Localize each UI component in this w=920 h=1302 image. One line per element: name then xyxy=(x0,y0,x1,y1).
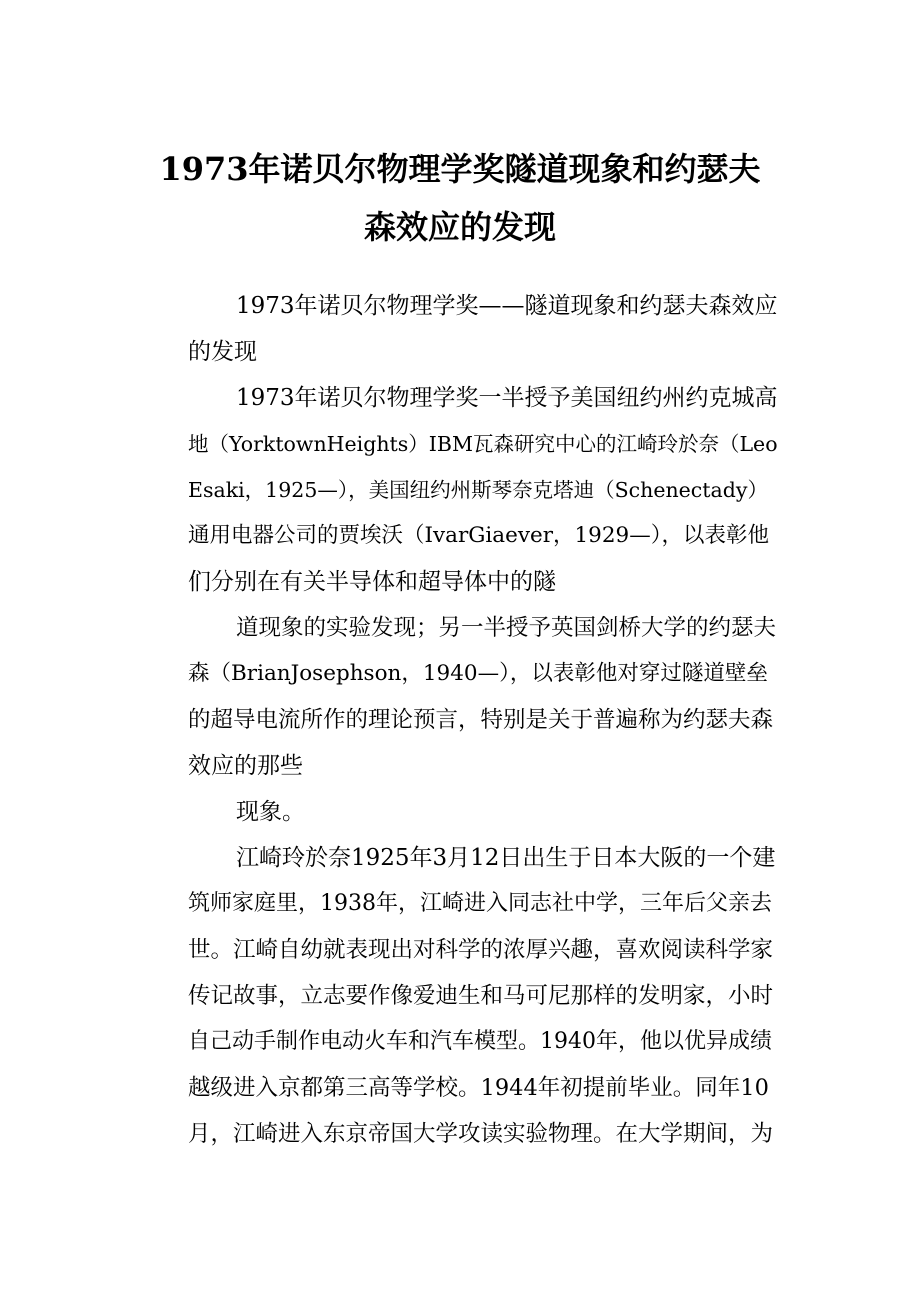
paragraph-line: 越级进入京都第三高等学校。1944年初提前毕业。同年10 xyxy=(188,1075,769,1101)
document-title xyxy=(140,140,780,256)
paragraph xyxy=(140,835,780,1157)
paragraph-line: 们分别在有关半导体和超导体中的隧 xyxy=(188,569,556,595)
paragraph-line: 现象。 xyxy=(236,799,305,825)
paragraph-line: 自己动手制作电动火车和汽车模型。1940年，他以优异成绩 xyxy=(188,1029,772,1054)
paragraph-line: 通用电器公司的贾埃沃（IvarGiaever，1929—），以表彰他 xyxy=(188,523,769,548)
title-line: 1973年诺贝尔物理学奖隧道现象和约瑟夫 xyxy=(159,150,761,188)
paragraph xyxy=(140,789,780,835)
paragraph-line: 地（YorktownHeights）IBM瓦森研究中心的江崎玲於奈（Leo xyxy=(188,432,778,456)
paragraph-line: 传记故事，立志要作像爱迪生和马可尼那样的发明家，小时 xyxy=(188,983,774,1009)
paragraph xyxy=(140,375,780,605)
paragraph-line: 1973年诺贝尔物理学奖——隧道现象和约瑟夫森效应 xyxy=(236,293,778,319)
paragraph-line: Esaki，1925—），美国纽约州斯琴奈克塔迪（Schenectady） xyxy=(188,478,768,502)
paragraph-line: 的发现 xyxy=(188,339,257,365)
paragraph-line: 森（BrianJosephson，1940—），以表彰他对穿过隧道壁垒 xyxy=(188,661,768,686)
document-body xyxy=(140,283,780,1157)
paragraph-line: 月，江崎进入东京帝国大学攻读实验物理。在大学期间，为 xyxy=(188,1121,774,1147)
paragraph-line: 的超导电流所作的理论预言，特别是关于普遍称为约瑟夫森 xyxy=(188,707,774,733)
paragraph-line: 筑师家庭里，1938年，江崎进入同志社中学，三年后父亲去 xyxy=(188,891,772,916)
paragraph xyxy=(140,283,780,375)
paragraph-line: 道现象的实验发现；另一半授予英国剑桥大学的约瑟夫 xyxy=(236,615,777,641)
paragraph-line: 世。江崎自幼就表现出对科学的浓厚兴趣，喜欢阅读科学家 xyxy=(188,937,774,963)
title-line: 森效应的发现 xyxy=(363,208,556,246)
paragraph-line: 1973年诺贝尔物理学奖一半授予美国纽约州约克城高 xyxy=(236,385,778,411)
paragraph xyxy=(140,605,780,789)
paragraph-line: 效应的那些 xyxy=(188,753,303,779)
paragraph-line: 江崎玲於奈1925年3月12日出生于日本大阪的一个建 xyxy=(236,845,776,871)
